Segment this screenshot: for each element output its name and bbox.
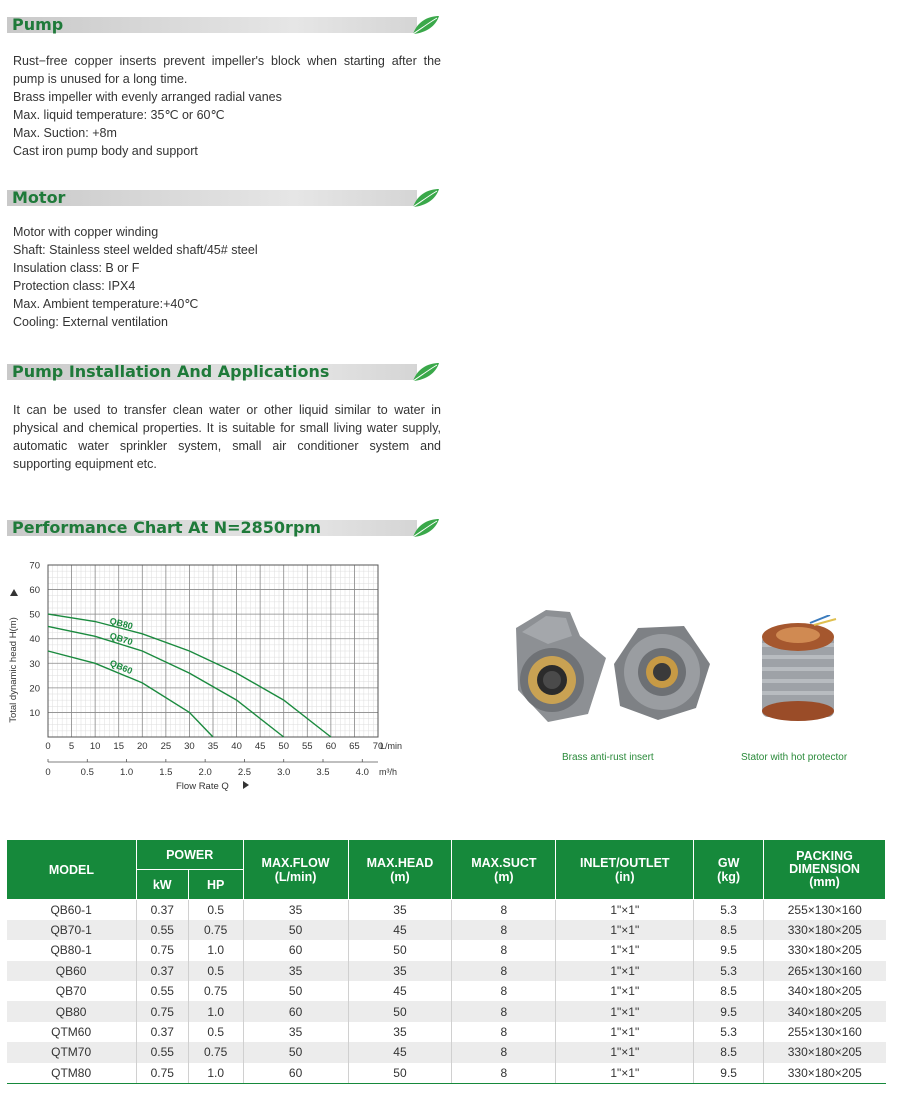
cell-kw: 0.75 — [136, 1063, 188, 1083]
cell-inlet-outlet: 1"×1" — [556, 1022, 694, 1042]
section-title: Motor — [12, 188, 66, 207]
pump-line: Rust−free copper inserts prevent impeller's block when starting after the pump is unused for a long time. — [13, 54, 441, 86]
cell-packing: 340×180×205 — [764, 981, 886, 1001]
x2-tick-label: 0.5 — [80, 767, 94, 778]
series-label: QB60 — [108, 657, 134, 677]
motor-line: Protection class: IPX4 — [13, 279, 136, 293]
motor-line: Insulation class: B or F — [13, 261, 140, 275]
cell-max-head: 35 — [348, 1022, 452, 1042]
pump-section-header — [7, 14, 440, 36]
cell-hp: 1.0 — [188, 1001, 243, 1021]
cell-packing: 330×180×205 — [764, 1063, 886, 1083]
cell-inlet-outlet: 1"×1" — [556, 920, 694, 940]
section-title: Pump — [12, 15, 64, 34]
table-row — [7, 961, 886, 981]
x-tick-label: 5 — [68, 741, 75, 752]
cell-kw: 0.37 — [136, 1022, 188, 1042]
cell-packing: 265×130×160 — [764, 961, 886, 981]
cell-max-suct: 8 — [452, 920, 556, 940]
stator-photo — [758, 615, 840, 721]
cell-max-head: 45 — [348, 981, 452, 1001]
installation-text: It can be used to transfer clean water or other liquid similar to water in physical and chemical properties. It is suitable for small living water supply, automatic water sprinkler system, small air conditioner system and supporting equipment etc. — [13, 403, 441, 471]
cell-max-head: 35 — [348, 961, 452, 981]
pump-line: Cast iron pump body and support — [13, 144, 198, 158]
x-tick-label: 15 — [113, 741, 125, 752]
header-bar — [7, 17, 417, 33]
y-axis-title: Total dynamic head H(m) — [8, 617, 19, 723]
performance-section-header — [7, 517, 440, 539]
cell-inlet-outlet: 1"×1" — [556, 1001, 694, 1021]
x-tick-label: 50 — [278, 741, 290, 752]
leaf-icon — [410, 187, 440, 209]
header-bar — [7, 190, 417, 206]
x-tick-label: 40 — [231, 741, 242, 752]
cell-packing: 330×180×205 — [764, 940, 886, 960]
header-max-suct: MAX.SUCT (m) — [452, 840, 556, 900]
cell-max-flow: 35 — [243, 961, 348, 981]
x-tick-label: 0 — [45, 741, 51, 752]
header-power: POWER — [136, 840, 243, 870]
cell-hp: 0.75 — [188, 1042, 243, 1062]
x-tick-label: 20 — [136, 741, 148, 752]
cell-hp: 1.0 — [188, 940, 243, 960]
cell-max-flow: 60 — [243, 1063, 348, 1083]
y-tick-label: 10 — [29, 707, 40, 719]
header-model: MODEL — [7, 840, 137, 900]
cell-gw: 5.3 — [694, 1022, 764, 1042]
cell-hp: 0.5 — [188, 961, 243, 981]
cell-gw: 9.5 — [694, 1001, 764, 1021]
x-tick-label: 70 — [372, 741, 384, 752]
pump-line: Max. Suction: +8m — [13, 126, 117, 140]
cell-max-suct: 8 — [452, 900, 556, 920]
pump-housing-photo — [508, 606, 620, 722]
cell-kw: 0.37 — [136, 961, 188, 981]
x2-tick-label: 2.0 — [198, 767, 212, 778]
cell-max-suct: 8 — [452, 1022, 556, 1042]
pump-cover-photo — [608, 624, 714, 720]
cell-max-flow: 50 — [243, 1042, 348, 1062]
spec-table-body — [7, 900, 886, 1084]
table-row — [7, 1001, 886, 1021]
cell-gw: 8.5 — [694, 1042, 764, 1062]
table-row — [7, 1022, 886, 1042]
header-packing: PACKING DIMENSION (mm) — [764, 840, 886, 900]
cell-max-flow: 60 — [243, 1001, 348, 1021]
x2-tick-label: 3.0 — [277, 767, 291, 778]
cell-packing: 330×180×205 — [764, 1042, 886, 1062]
x-tick-label: 10 — [89, 741, 101, 752]
cell-max-suct: 8 — [452, 1063, 556, 1083]
cell-max-suct: 8 — [452, 981, 556, 1001]
cell-gw: 5.3 — [694, 961, 764, 981]
cell-max-head: 50 — [348, 1063, 452, 1083]
x-axis-title: Flow Rate Q — [176, 781, 229, 792]
cell-packing: 330×180×205 — [764, 920, 886, 940]
cell-max-suct: 8 — [452, 961, 556, 981]
cell-model: QTM80 — [7, 1063, 137, 1083]
x-tick-label: 45 — [254, 741, 266, 752]
cell-inlet-outlet: 1"×1" — [556, 961, 694, 981]
x2-tick-label: 1.5 — [159, 767, 173, 778]
cell-inlet-outlet: 1"×1" — [556, 1042, 694, 1062]
arrow-up-icon — [10, 589, 18, 596]
header-max-head: MAX.HEAD (m) — [348, 840, 452, 900]
cell-kw: 0.75 — [136, 1001, 188, 1021]
cell-max-head: 35 — [348, 900, 452, 920]
cell-gw: 8.5 — [694, 981, 764, 1001]
leaf-icon — [410, 361, 440, 383]
motor-line: Max. Ambient temperature:+40℃ — [13, 297, 199, 311]
section-title: Performance Chart At N=2850rpm — [12, 518, 322, 537]
cell-inlet-outlet: 1"×1" — [556, 940, 694, 960]
motor-line: Cooling: External ventilation — [13, 315, 168, 329]
cell-kw: 0.75 — [136, 940, 188, 960]
leaf-icon — [410, 517, 440, 539]
cell-max-suct: 8 — [452, 1001, 556, 1021]
cell-hp: 0.5 — [188, 900, 243, 920]
cell-max-flow: 60 — [243, 940, 348, 960]
cell-packing: 255×130×160 — [764, 1022, 886, 1042]
cell-inlet-outlet: 1"×1" — [556, 900, 694, 920]
x-tick-label: 60 — [325, 741, 337, 752]
cell-hp: 1.0 — [188, 1063, 243, 1083]
cell-model: QB80 — [7, 1001, 137, 1021]
cell-max-head: 45 — [348, 1042, 452, 1062]
cell-max-flow: 35 — [243, 1022, 348, 1042]
pump-description — [13, 52, 441, 160]
header-kw: kW — [136, 870, 188, 900]
x2-tick-label: 2.5 — [237, 767, 252, 778]
section-title: Pump Installation And Applications — [12, 362, 330, 381]
y-tick-label: 50 — [29, 609, 40, 621]
cell-kw: 0.37 — [136, 900, 188, 920]
leaf-icon — [410, 14, 440, 36]
motor-line: Shaft: Stainless steel welded shaft/45# steel — [13, 243, 258, 257]
cell-max-head: 50 — [348, 940, 452, 960]
motor-line: Motor with copper winding — [13, 225, 159, 239]
series-label: QB70 — [108, 630, 134, 648]
x-tick-label: 55 — [301, 741, 313, 752]
installation-section-header — [7, 361, 440, 383]
cell-max-head: 50 — [348, 1001, 452, 1021]
y-tick-label: 20 — [29, 683, 40, 695]
cell-gw: 9.5 — [694, 1063, 764, 1083]
x2-tick-label: 4.0 — [355, 767, 369, 778]
table-row — [7, 940, 886, 960]
cell-inlet-outlet: 1"×1" — [556, 981, 694, 1001]
cell-gw: 5.3 — [694, 900, 764, 920]
cell-max-head: 45 — [348, 920, 452, 940]
table-row — [7, 1063, 886, 1083]
x2-tick-label: 1.0 — [119, 767, 134, 778]
y-tick-label: 60 — [29, 585, 40, 597]
motor-description — [13, 223, 441, 331]
installation-description — [13, 401, 441, 473]
cell-hp: 0.75 — [188, 981, 243, 1001]
x2-tick-label: 3.5 — [316, 767, 330, 778]
arrow-right-icon — [243, 781, 249, 789]
cell-packing: 255×130×160 — [764, 900, 886, 920]
header-hp: HP — [188, 870, 243, 900]
cell-model: QB60-1 — [50, 902, 92, 917]
header-max-flow: MAX.FLOW (L/min) — [243, 840, 348, 900]
pump-line: Brass impeller with evenly arranged radial vanes — [13, 90, 282, 104]
motor-section-header — [7, 187, 440, 209]
x-tick-label: 25 — [160, 741, 172, 752]
cell-kw: 0.55 — [136, 981, 188, 1001]
x-tick-label: 35 — [207, 741, 219, 752]
table-row — [7, 1042, 886, 1062]
table-row — [7, 981, 886, 1001]
pump-line: Max. liquid temperature: 35℃ or 60℃ — [13, 108, 225, 122]
x-tick-label: 30 — [184, 741, 195, 752]
cell-model: QB70 — [55, 984, 87, 999]
cell-gw: 8.5 — [694, 920, 764, 940]
cell-packing: 340×180×205 — [764, 1001, 886, 1021]
cell-model: QB80-1 — [50, 943, 92, 958]
cell-model: QTM60 — [51, 1025, 92, 1040]
table-row — [7, 920, 886, 940]
x-unit-label: L/min — [380, 741, 403, 751]
cell-max-flow: 50 — [243, 920, 348, 940]
series-label: QB80 — [108, 615, 134, 632]
x-tick-label: 65 — [349, 741, 360, 752]
cell-inlet-outlet: 1"×1" — [556, 1063, 694, 1083]
cell-model: QB70-1 — [7, 920, 137, 940]
header-inlet-outlet: INLET/OUTLET (in) — [556, 840, 694, 900]
cell-kw: 0.55 — [136, 920, 188, 940]
performance-chart — [0, 552, 420, 802]
spec-table — [6, 839, 886, 1084]
cell-max-flow: 35 — [243, 900, 348, 920]
x2-unit-label: m³/h — [379, 767, 397, 777]
y-tick-label: 40 — [29, 634, 40, 646]
y-tick-label: 30 — [29, 658, 40, 670]
cell-max-flow: 50 — [243, 981, 348, 1001]
cell-kw: 0.55 — [136, 1042, 188, 1062]
cell-gw: 9.5 — [694, 940, 764, 960]
cell-max-suct: 8 — [452, 940, 556, 960]
cell-model: QB60 — [7, 961, 137, 981]
cell-model: QTM70 — [7, 1042, 137, 1062]
x2-tick-label: 0 — [45, 767, 51, 778]
table-row — [7, 900, 886, 920]
insert-caption: Brass anti-rust insert — [562, 752, 654, 763]
cell-max-suct: 8 — [452, 1042, 556, 1062]
header-gw: GW (kg) — [694, 840, 764, 900]
cell-hp: 0.75 — [188, 920, 243, 940]
cell-hp: 0.5 — [188, 1022, 243, 1042]
y-tick-label: 70 — [29, 560, 40, 572]
stator-caption: Stator with hot protector — [741, 752, 848, 763]
